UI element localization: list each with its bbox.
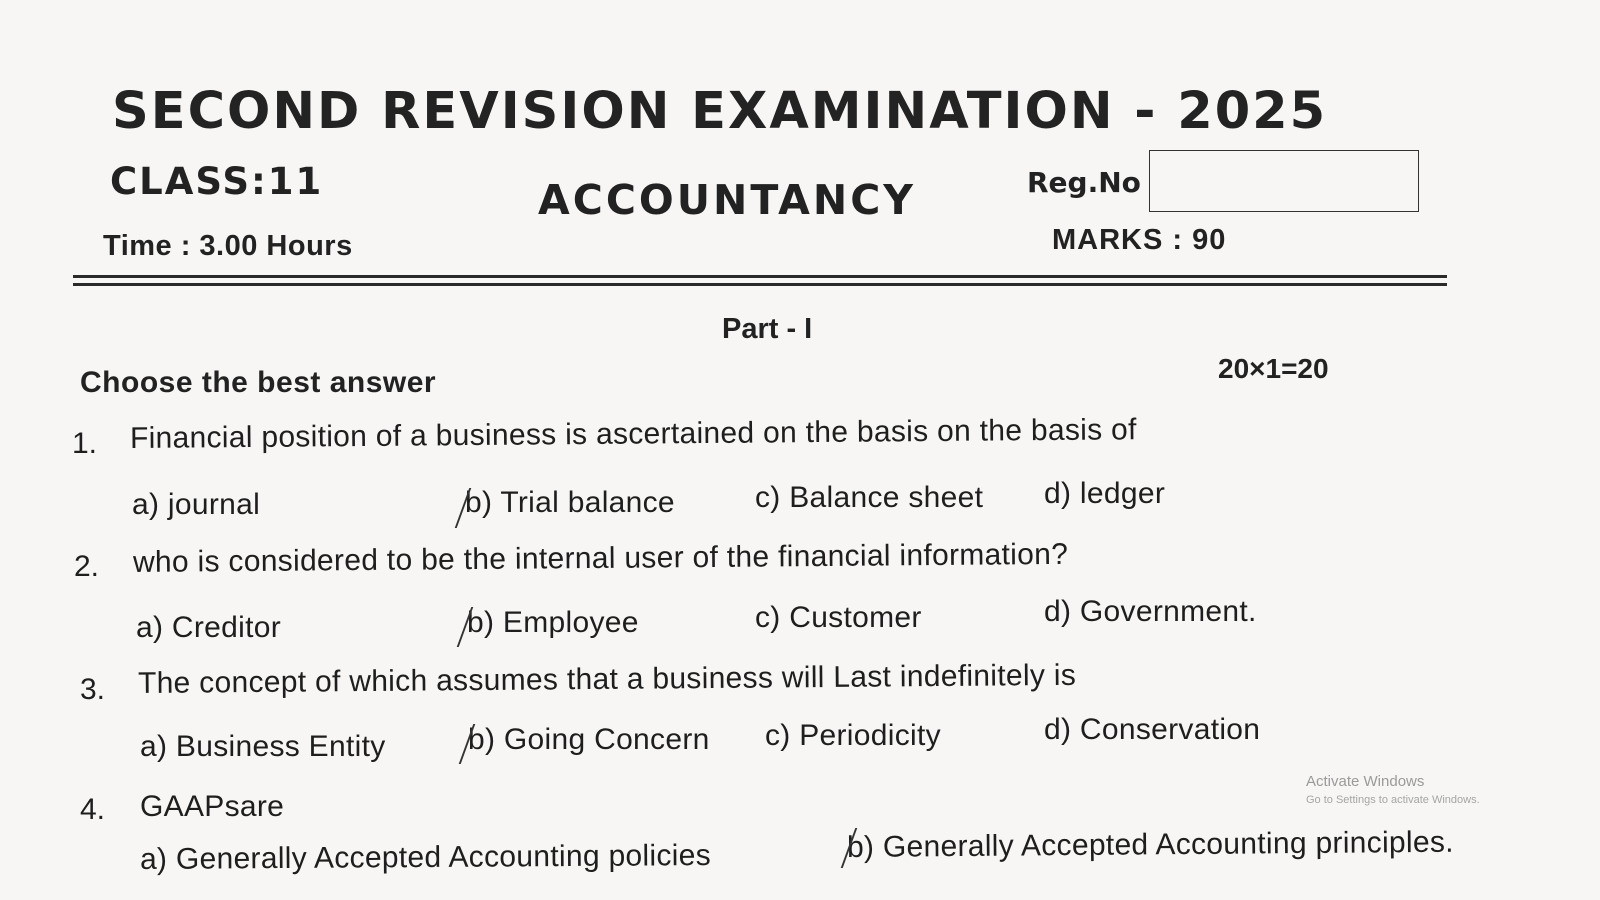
option-d: d) Government.	[1044, 595, 1257, 628]
time-label: Time : 3.00 Hours	[103, 230, 353, 262]
subject-title: ACCOUNTANCY	[538, 176, 916, 224]
question-text: Financial position of a business is ascertained on the basis on the basis of	[129, 413, 1137, 455]
option-a: a) journal	[132, 488, 261, 521]
question-text: The concept of which assumes that a business will Last indefinitely is	[137, 658, 1077, 700]
question-number: 2.	[74, 550, 100, 583]
option-c: c) Customer	[755, 601, 922, 634]
header-divider-top	[73, 275, 1447, 278]
question-number: 4.	[80, 793, 106, 826]
option-b: b) Going Concern	[468, 723, 710, 756]
option-d: d) ledger	[1044, 477, 1166, 510]
option-c: c) Periodicity	[765, 719, 941, 752]
option-b: b) Trial balance	[465, 486, 675, 519]
option-d: d) Conservation	[1044, 713, 1261, 746]
question-text: GAAPsare	[140, 790, 285, 823]
reg-no-box	[1149, 150, 1419, 212]
exam-title: SECOND REVISION EXAMINATION - 2025	[112, 82, 1328, 141]
option-b: b) Generally Accepted Accounting principles.	[846, 825, 1454, 864]
question-text: who is considered to be the internal user of the financial information?	[132, 537, 1069, 579]
option-a: a) Creditor	[136, 611, 282, 644]
option-a: a) Business Entity	[140, 730, 386, 763]
header-divider-bottom	[73, 283, 1447, 286]
activate-windows-hint: Go to Settings to activate Windows.	[1306, 794, 1480, 806]
section-instruction: Choose the best answer	[80, 366, 437, 399]
option-c: c) Balance sheet	[755, 481, 984, 514]
marks-label: MARKS : 90	[1052, 224, 1227, 256]
option-b: b) Employee	[467, 606, 639, 639]
option-a: a) Generally Accepted Accounting policies	[139, 839, 712, 876]
marks-allocation: 20×1=20	[1218, 353, 1329, 384]
question-number: 3.	[80, 673, 106, 706]
part-heading: Part - I	[722, 313, 813, 345]
question-number: 1.	[72, 427, 98, 460]
reg-no-label: Reg.No	[1027, 166, 1141, 199]
class-label: CLASS:11	[110, 160, 324, 203]
activate-windows-watermark: Activate Windows	[1306, 773, 1425, 790]
